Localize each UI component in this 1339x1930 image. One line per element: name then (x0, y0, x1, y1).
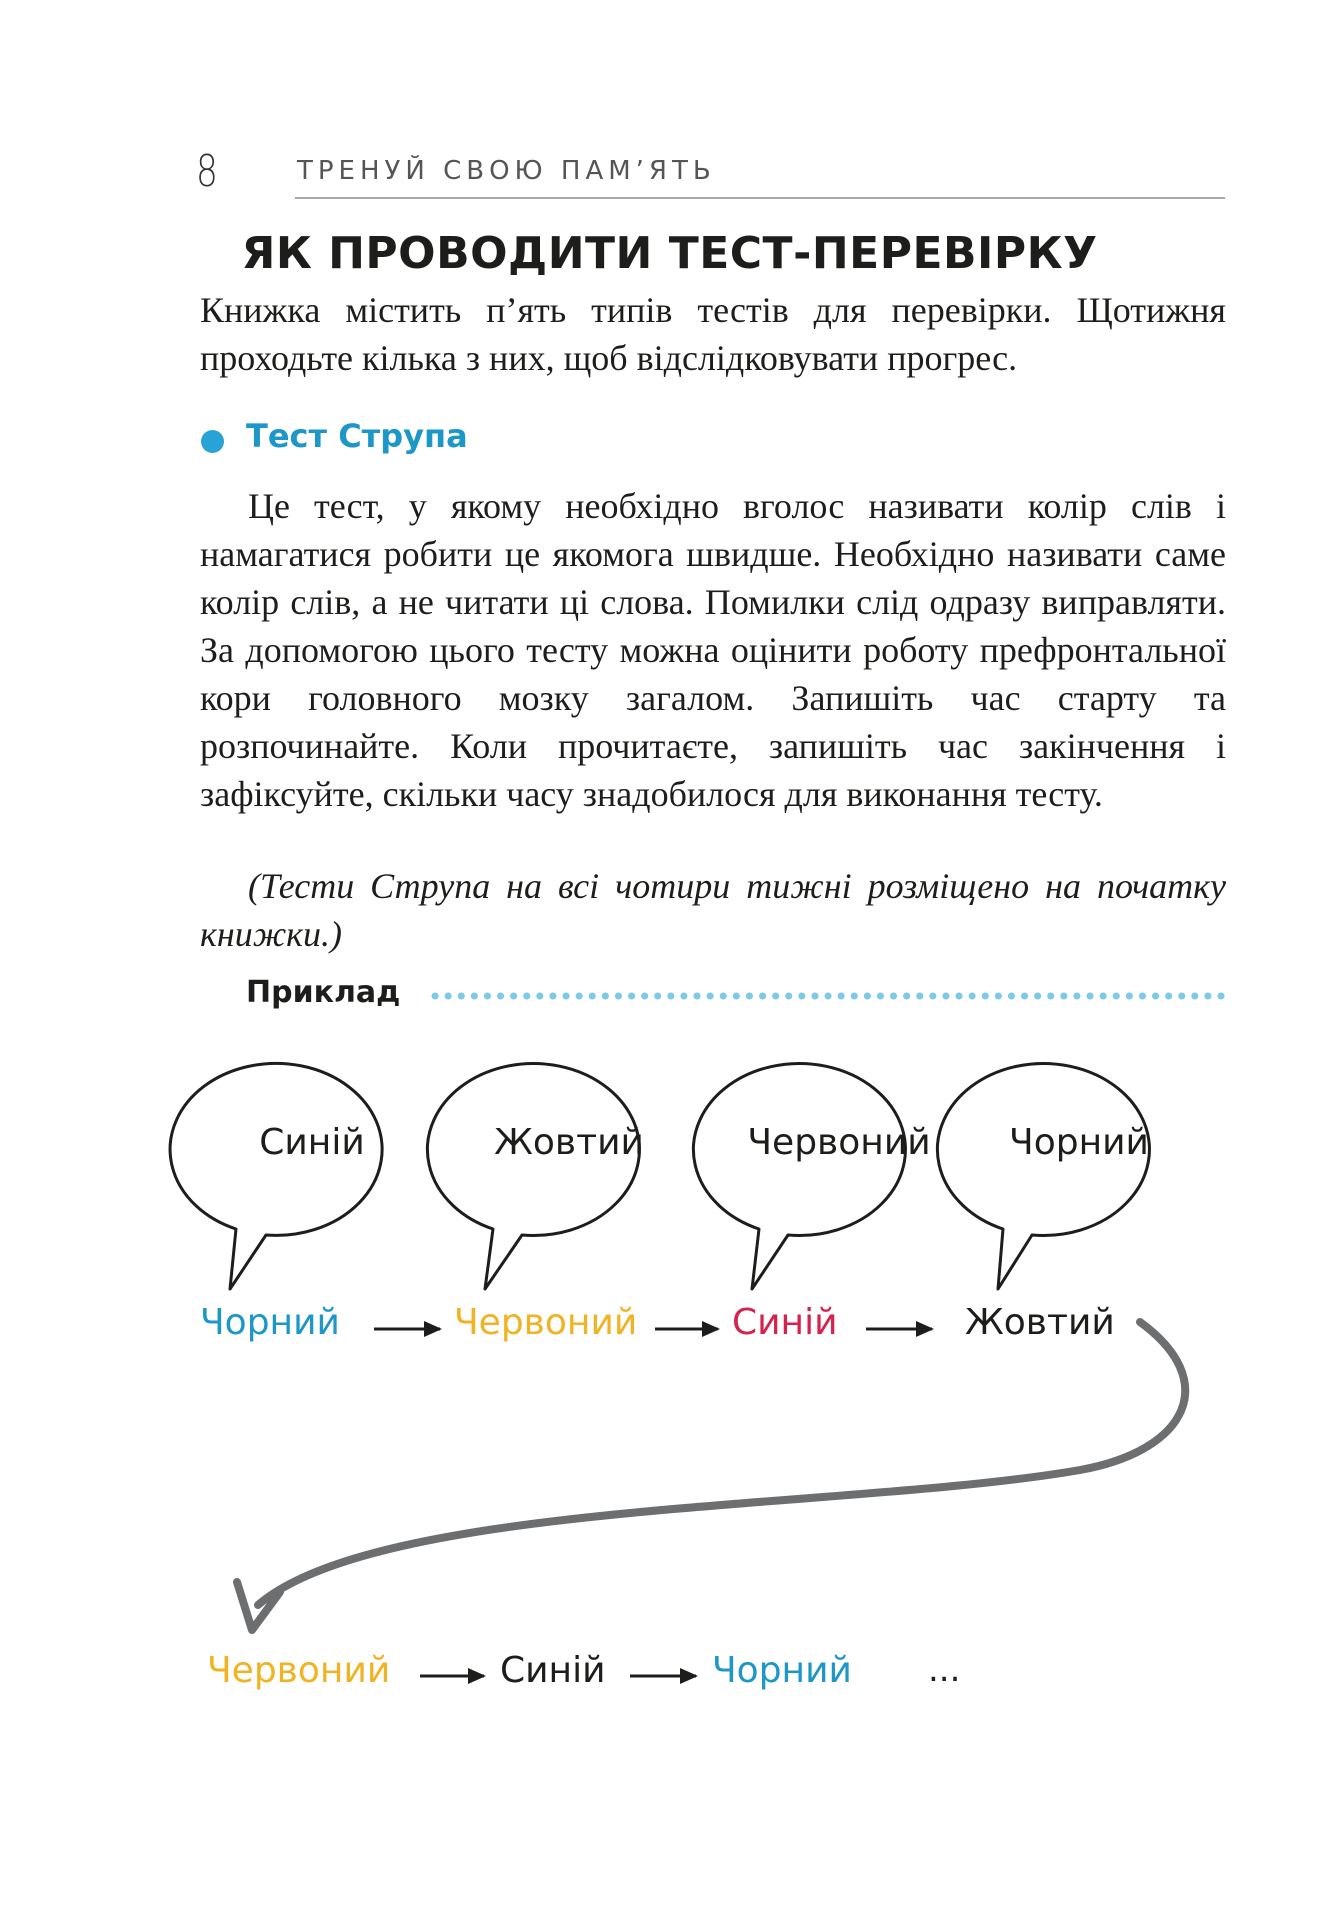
bubble-word-1: Синій (259, 1122, 365, 1163)
bubble-word-3: Червоний (747, 1122, 931, 1163)
ellipsis: ... (928, 1650, 961, 1690)
page-title: ЯК ПРОВОДИТИ ТЕСТ-ПЕРЕВІРКУ (241, 228, 1098, 279)
sequence-word: Синій (500, 1650, 606, 1691)
arrowhead-icon (916, 1321, 934, 1337)
sequence-word: Синій (732, 1302, 838, 1343)
sequence-word: Червоний (207, 1650, 391, 1691)
note-paragraph: (Тести Струпа на всі чотири тижні розміщено на початку книжки.) (200, 866, 1226, 954)
body-paragraph: Це тест, у якому необхідно вголос називати колір слів і намагатися робити це якомога швидше. Необхідно називати саме колір слів, а не читати ці слова. Помилки слід одразу виправляти. За допомогою цього тесту можна оцінити роботу префронтальної кори головного мозку загалом. Запишіть час старту та розпочинайте. Коли прочитаєте, запишіть час закінчення і зафіксуйте, скільки часу знадобилося для виконання тесту. (200, 486, 1226, 814)
sequence-word: Чорний (200, 1302, 340, 1343)
arrowhead-icon (702, 1321, 720, 1337)
sequence-word: Червоний (454, 1302, 638, 1343)
section-heading: Тест Струпа (246, 417, 468, 455)
arrowhead-icon (424, 1321, 442, 1337)
example-label: Приклад (246, 975, 401, 1010)
arrowhead-icon (680, 1668, 698, 1684)
bubble-word-4: Чорний (1009, 1122, 1149, 1163)
running-head: ТРЕНУЙ СВОЮ ПАМ’ЯТЬ (297, 156, 716, 186)
bubble-word-2: Жовтий (494, 1122, 644, 1163)
intro-paragraph: Книжка містить п’ять типів тестів для перевірки. Щотижня проходьте кілька з них, щоб відслідковувати прогрес. (200, 290, 1226, 378)
curved-return-arrow (258, 1322, 1185, 1605)
sequence-word: Чорний (712, 1650, 852, 1691)
sequence-word: Жовтий (965, 1302, 1115, 1343)
page-number: 8 (196, 146, 218, 197)
arrowhead-icon (468, 1668, 486, 1684)
